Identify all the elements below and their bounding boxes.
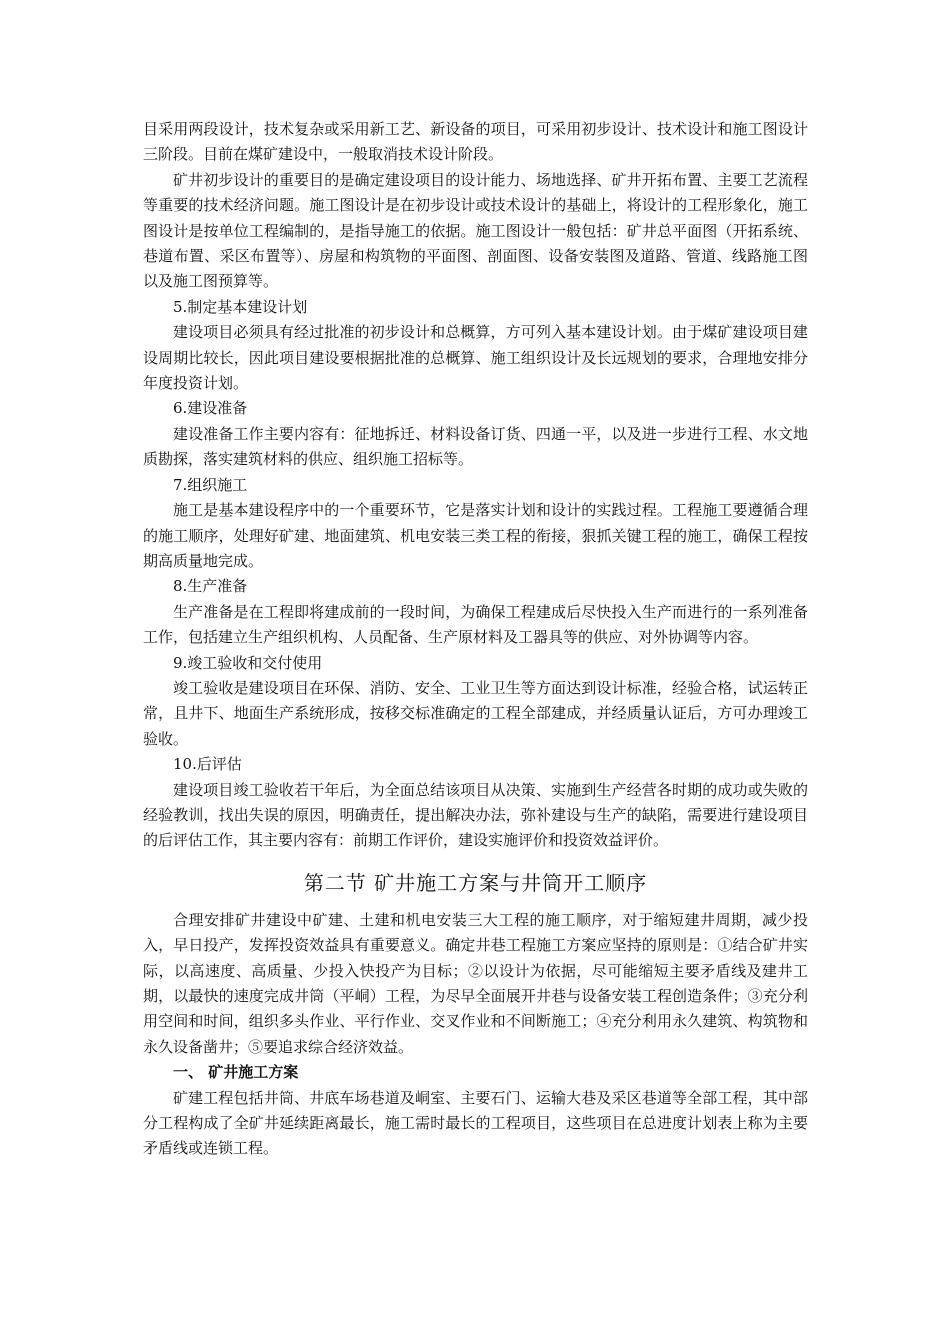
paragraph: 施工是基本建设程序中的一个重要环节，它是落实计划和设计的实践过程。工程施工要遵循合理的施工顺序，处理好矿建、地面建筑、机电安装三类工程的衔接，狠抓关键工程的施工，确保工程按期高质量地完成。 <box>143 501 808 570</box>
section-title: 第二节 矿井施工方案与井筒开工顺序 <box>303 870 648 895</box>
paragraph: 建设准备工作主要内容有：征地拆迁、材料设备订货、四通一平，以及进一步进行工程、水文地质勘探，落实建筑材料的供应、组织施工招标等。 <box>143 424 808 469</box>
paragraph: 生产准备是在工程即将建成前的一段时间，为确保工程建成后尽快投入生产而进行的一系列准备工作，包括建立生产组织机构、人员配备、生产原材料及工器具等的供应、对外协调等内容。 <box>143 602 808 647</box>
paragraph: 建设项目必须具有经过批准的初步设计和总概算，方可列入基本建设计划。由于煤矿建设项目建设周期比较长，因此项目建设要根据批准的总概算、施工组织设计及长远规划的要求，合理地安排分年度投资计划。 <box>143 323 808 393</box>
paragraph: 矿建工程包括井筒、井底车场巷道及峒室、主要石门、运输大巷及采区巷道等全部工程，其中部分工程构成了全矿井延续距离最长，施工需时最长的工程项目，这些项目在总进度计划表上称为主要矛盾线或连锁工程。 <box>143 1088 808 1158</box>
step-heading: 10.后评估 <box>173 755 242 774</box>
step-heading: 7.组织施工 <box>173 475 248 494</box>
step-heading: 5.制定基本建设计划 <box>173 297 308 316</box>
step-heading: 9.竣工验收和交付使用 <box>173 653 323 672</box>
step-heading: 6.建设准备 <box>173 399 248 418</box>
page-body <box>143 117 808 1162</box>
subsection-heading: 一、 矿井施工方案 <box>173 1063 299 1082</box>
paragraph-continued: 目采用两段设计，技术复杂或采用新工艺、新设备的项目，可采用初步设计、技术设计和施工图设计三阶段。目前在煤矿建设中，一般取消技术设计阶段。 <box>143 120 808 164</box>
paragraph: 建设项目竣工验收若干年后，为全面总结该项目从决策、实施到生产经营各时期的成功或失败的经验教训，找出失误的原因，明确责任，提出解决办法，弥补建设与生产的缺陷，需要进行建设项目的后评估工作，其主要内容有：前期工作评价，建设实施评价和投资效益评价。 <box>143 780 808 850</box>
paragraph: 矿井初步设计的重要目的是确定建设项目的设计能力、场地选择、矿井开拓布置、主要工艺流程等重要的技术经济问题。施工图设计是在初步设计或技术设计的基础上，将设计的工程形象化，施工图设计是按单位工程编制的，是指导施工的依据。施工图设计一般包括：矿井总平面图（开拓系统、巷道布置、采区布置等）、房屋和构筑物的平面图、剖面图、设备安装图及道路、管道、线路施工图以及施工图预算等。 <box>143 170 808 291</box>
step-heading: 8.生产准备 <box>173 577 248 596</box>
paragraph: 合理安排矿井建设中矿建、土建和机电安装三大工程的施工顺序，对于缩短建井周期，减少投入，早日投产，发挥投资效益具有重要意义。确定井巷工程施工方案应坚持的原则是：①结合矿井实际，以高速度、高质量、少投入快投产为目标；②以设计为依据，尽可能缩短主要矛盾线及建井工期，以最快的速度完成井筒（平峒）工程，为尽早全面展开井巷与设备安装工程创造条件；③充分利用空间和时间，组织多头作业、平行作业、交叉作业和不间断施工；④充分利用永久建筑、构筑物和永久设备凿井；⑤要追求综合经济效益。 <box>143 910 808 1056</box>
paragraph: 竣工验收是建设项目在环保、消防、安全、工业卫生等方面达到设计标准，经验合格，试运转正常，且井下、地面生产系统形成，按移交标准确定的工程全部建成，并经质量认证后，方可办理竣工验收。 <box>143 678 808 748</box>
